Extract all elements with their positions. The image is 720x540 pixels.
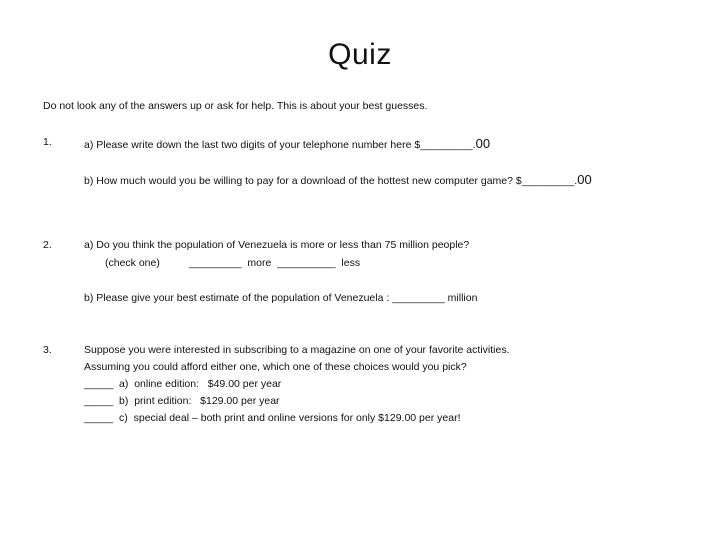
question-3-number: 3. [43, 344, 52, 356]
question-1a-cents: 00 [475, 136, 491, 151]
question-2-number: 2. [43, 239, 52, 251]
question-1b-text: b) How much would you be willing to pay for a download of the hottest new computer game? $_________. [84, 175, 578, 187]
question-3-option-c: _____ c) special deal – both print and online versions for only $129.00 per year! [84, 412, 461, 424]
question-1-number: 1. [43, 136, 52, 148]
question-3-option-a: _____ a) online edition: $49.00 per year [84, 378, 282, 390]
question-1a-text: a) Please write down the last two digits of your telephone number here $_________. [84, 139, 476, 151]
question-2a-check: (check one) _________ more __________ less [105, 257, 361, 269]
question-1b-cents: 00 [577, 172, 592, 187]
question-3-line-2: Assuming you could afford either one, which one of these choices would you pick? [84, 361, 467, 373]
question-2a: a) Do you think the population of Venezuela is more or less than 75 million people? [84, 239, 470, 251]
question-1b [84, 172, 592, 187]
page-title: Quiz [328, 38, 392, 71]
question-2b: b) Please give your best estimate of the population of Venezuela : _________ million [84, 292, 478, 304]
question-3-line-1: Suppose you were interested in subscribing to a magazine on one of your favorite activities. [84, 344, 510, 356]
instructions: Do not look any of the answers up or ask for help. This is about your best guesses. [43, 100, 428, 112]
question-3-option-b: _____ b) print edition: $129.00 per year [84, 395, 280, 407]
question-1a [84, 136, 490, 151]
